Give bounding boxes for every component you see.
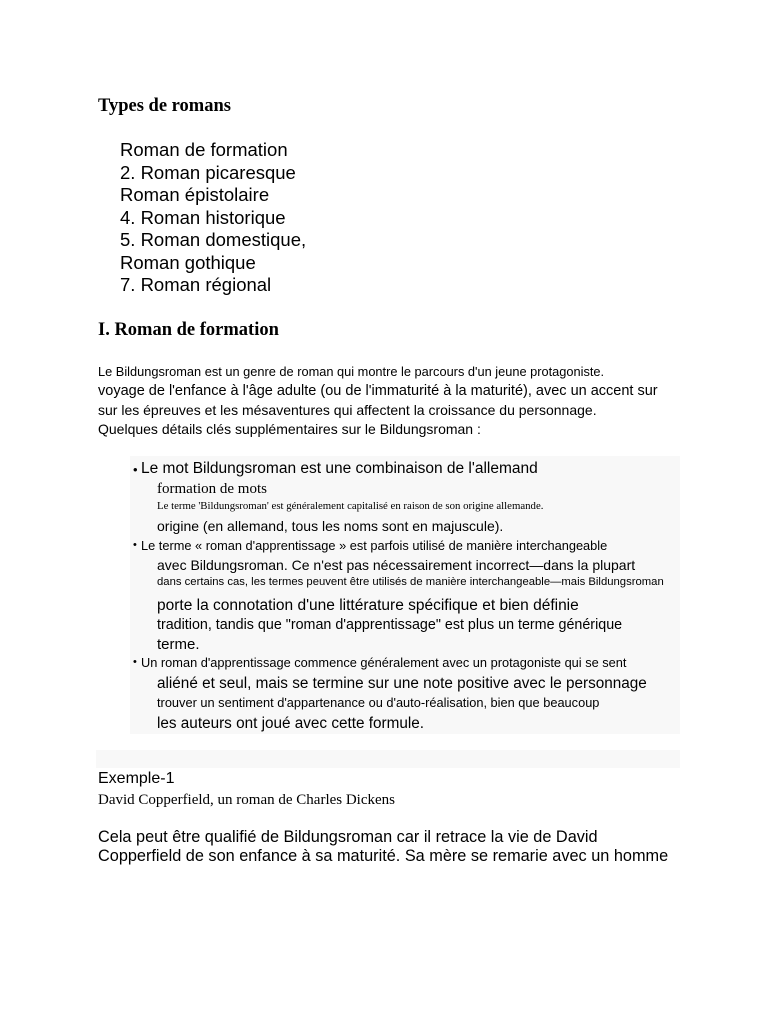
paragraph-line: Cela peut être qualifié de Bildungsroman car il retrace la vie de David bbox=[98, 828, 598, 846]
intro-line: Le Bildungsroman est un genre de roman qui montre le parcours d'un jeune protagoniste. bbox=[98, 364, 605, 379]
bullet-icon: • bbox=[133, 539, 137, 551]
example-title: David Copperfield, un roman de Charles Dickens bbox=[98, 792, 396, 808]
intro-line: Quelques détails clés supplémentaires sur le Bildungsroman : bbox=[98, 421, 481, 437]
example-label: Exemple-1 bbox=[98, 770, 175, 787]
bullet-line: formation de mots bbox=[157, 481, 267, 497]
bullet-line: dans certains cas, les termes peuvent être utilisés de manière interchangeable—mais Bildungsroman bbox=[157, 576, 664, 588]
bullet-line: avec Bildungsroman. Ce n'est pas nécessairement incorrect—dans la plupart bbox=[157, 557, 636, 573]
example-paragraph bbox=[98, 828, 668, 866]
paragraph-line: Copperfield de son enfance à sa maturité. Sa mère se remarie avec un homme bbox=[98, 847, 669, 865]
bullet-panel bbox=[130, 456, 680, 734]
list-item: 5. Roman domestique, bbox=[120, 229, 307, 250]
bullet-line: Le terme 'Bildungsroman' est généralement capitalisé en raison de son origine allemande. bbox=[157, 500, 544, 512]
novel-types-list bbox=[120, 139, 306, 297]
intro-line: voyage de l'enfance à l'âge adulte (ou de l'immaturité à la maturité), avec un accent sur bbox=[98, 383, 658, 399]
list-item: 7. Roman régional bbox=[120, 274, 272, 295]
bullet-line: trouver un sentiment d'appartenance ou d'auto-réalisation, bien que beaucoup bbox=[157, 695, 600, 710]
intro-paragraph bbox=[98, 362, 658, 439]
list-item: 4. Roman historique bbox=[120, 206, 286, 228]
section-heading: I. Roman de formation bbox=[98, 320, 279, 340]
list-item: 2. Roman picaresque bbox=[120, 161, 296, 183]
bullet-line: origine (en allemand, tous les noms sont en majuscule). bbox=[157, 518, 504, 534]
bullet-icon: • bbox=[133, 656, 137, 668]
bullet-line: Un roman d'apprentissage commence généralement avec un protagoniste qui se sent bbox=[141, 655, 627, 670]
bullet-line: aliéné et seul, mais se termine sur une note positive avec le personnage bbox=[157, 675, 647, 692]
list-item: Roman de formation bbox=[120, 139, 288, 160]
list-item: Roman gothique bbox=[120, 251, 256, 273]
list-item: Roman épistolaire bbox=[120, 184, 270, 205]
bullet-line: terme. bbox=[157, 636, 200, 653]
bullet-line: porte la connotation d'une littérature spécifique et bien définie bbox=[157, 597, 579, 614]
bullet-line: Le mot Bildungsroman est une combinaison de l'allemand bbox=[141, 460, 538, 477]
bullet-icon: • bbox=[133, 462, 138, 477]
panel-footer-strip bbox=[96, 750, 680, 768]
heading-types-de-romans: Types de romans bbox=[98, 96, 231, 116]
intro-line: sur les épreuves et les mésaventures qui affectent la croissance du personnage. bbox=[98, 402, 597, 418]
bullet-line: Le terme « roman d'apprentissage » est parfois utilisé de manière interchangeable bbox=[141, 538, 608, 553]
bullet-line: les auteurs ont joué avec cette formule. bbox=[157, 715, 424, 732]
bullet-line: tradition, tandis que "roman d'apprentissage" est plus un terme générique bbox=[157, 617, 623, 633]
